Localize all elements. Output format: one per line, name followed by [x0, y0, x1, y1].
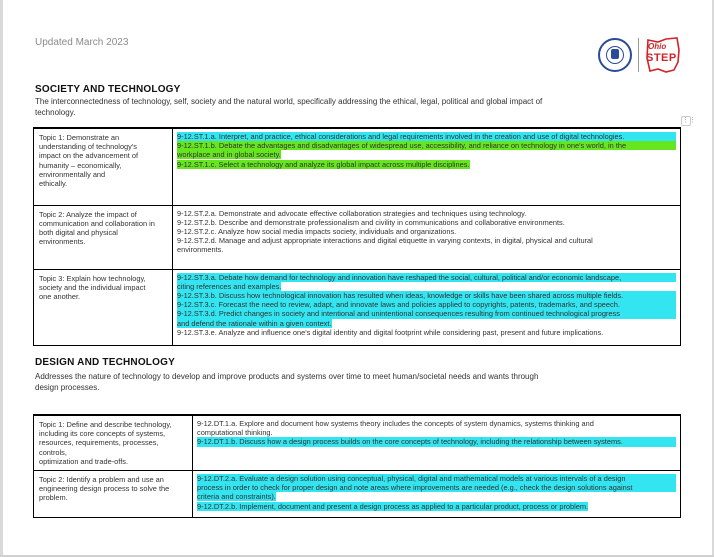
- standard-line: citing references and examples.: [177, 281, 282, 291]
- standard-line: 9-12.ST.1.a. Interpret, and practice, ethical considerations and legal requirements involved in the creation and use of digital technologies.: [177, 132, 676, 141]
- logo-divider: [638, 38, 639, 72]
- standard-line: 9-12.ST.3.c. Forecast the need to review, adapt, and innovate laws and policies applied to copyrights, patents, trademarks, and speech.: [177, 300, 676, 309]
- standard-line: 9-12.ST.3.d. Predict changes in society and intentional and unintentional consequences resulting from continued technological progress: [177, 309, 676, 318]
- seal-icon: [598, 38, 632, 72]
- society-standards-table: [33, 127, 681, 346]
- standard-line: computational thinking.: [197, 428, 273, 438]
- table-row: [34, 205, 681, 269]
- section-desc-society: The interconnectedness of technology, self, society and the natural world, specifically addressing the ethical, legal, political and global impact of technology.: [35, 97, 543, 117]
- table-row: [34, 471, 681, 518]
- section-title-society: SOCIETY AND TECHNOLOGY: [35, 84, 181, 95]
- standard-line: 9-12.ST.3.b. Discuss how technological innovation has resulted when ideas, knowledge or skills have been shared across multiple fields.: [177, 291, 676, 300]
- header-logos: [596, 34, 688, 76]
- standard-line: 9-12.ST.3.e. Analyze and influence one's digital identity and digital footprint while considering past, present and future implications.: [177, 327, 604, 337]
- standard-line: 9-12.ST.2.d. Manage and adjust appropriate interactions and digital etiquette in varying contexts, in digital, physical and cultural: [177, 236, 593, 246]
- topic-cell: Topic 2: Analyze the impact of communication and collaboration in both digital and physical environments.: [34, 205, 173, 269]
- standards-cell: [173, 269, 681, 345]
- standard-line: and defend the rationale within a given context.: [177, 318, 332, 328]
- standard-line: 9-12.ST.2.b. Describe and demonstrate professionalism and civility in communications and collaborative environments.: [177, 217, 565, 227]
- step-label: STEP: [646, 52, 677, 64]
- standard-line: 9-12.ST.2.c. Analyze how social media impacts society, individuals and organizations.: [177, 226, 457, 236]
- standard-line: 9-12.ST.1.c. Select a technology and analyze its global impact across multiple disciplines.: [177, 159, 470, 169]
- topic-cell: Topic 1: Define and describe technology, including its core concepts of systems, resources, requirements, processes, controls, optimization and trade-offs.: [34, 415, 193, 471]
- standard-line: 9-12.DT.1.b. Discuss how a design process builds on the core concepts of technology, including the relationship between systems.: [197, 437, 676, 446]
- table-row: [34, 269, 681, 345]
- topic-cell: Topic 1: Demonstrate an understanding of technology's impact on the advancement of humanity – economically, environmentally and ethically.: [34, 128, 173, 205]
- standards-cell: [193, 471, 681, 518]
- page-edge-left: [0, 0, 3, 557]
- updated-date: Updated March 2023: [35, 37, 129, 48]
- standard-line: 9-12.DT.2.b. Implement, document and present a design process as applied to a particular product, process or problem.: [197, 501, 589, 511]
- section-desc-design: Addresses the nature of technology to develop and improve products and systems over time to meet human/societal needs and wants through design processes.: [35, 372, 539, 392]
- topic-cell: Topic 2: Identify a problem and use an engineering design process to solve the problem.: [34, 471, 193, 518]
- ohio-label: Ohio: [648, 42, 667, 51]
- standard-line: process in order to check for proper design and note areas where improvements are needed (e.g., check the design solutions against: [197, 483, 676, 492]
- standard-line: 9-12.ST.2.a. Demonstrate and advocate effective collaboration strategies and techniques using technology.: [177, 208, 527, 218]
- standards-cell: [173, 128, 681, 205]
- standard-line: environments.: [177, 245, 224, 255]
- table-row: [34, 128, 681, 205]
- standard-line: 9-12.ST.1.b. Debate the advantages and disadvantages of widespread use, accessibility, and reliance on technology in one's world, in the: [177, 141, 676, 150]
- standard-line: workplace and in global society.: [177, 150, 281, 160]
- topic-cell: Topic 3: Explain how technology, society and the individual impact one another.: [34, 269, 173, 345]
- standard-line: 9-12.ST.3.a. Debate how demand for technology and innovation have reshaped the social, cultural, political and/or economic landscape,: [177, 273, 676, 282]
- standard-line: 9-12.DT.2.a. Evaluate a design solution using conceptual, physical, digital and mathematical models at various intervals of a design: [197, 474, 676, 483]
- section-title-design: DESIGN AND TECHNOLOGY: [35, 357, 175, 368]
- table-row: [34, 415, 681, 471]
- standard-line: 9-12.DT.1.a. Explore and document how systems theory includes the concepts of system dynamics, systems thinking and: [197, 419, 594, 428]
- design-standards-table: [33, 414, 681, 518]
- table-drag-handle-icon[interactable]: ⋮⋮: [682, 117, 696, 124]
- standards-cell: [173, 205, 681, 269]
- standard-line: criteria and constraints).: [197, 492, 276, 502]
- standards-cell: [193, 415, 681, 471]
